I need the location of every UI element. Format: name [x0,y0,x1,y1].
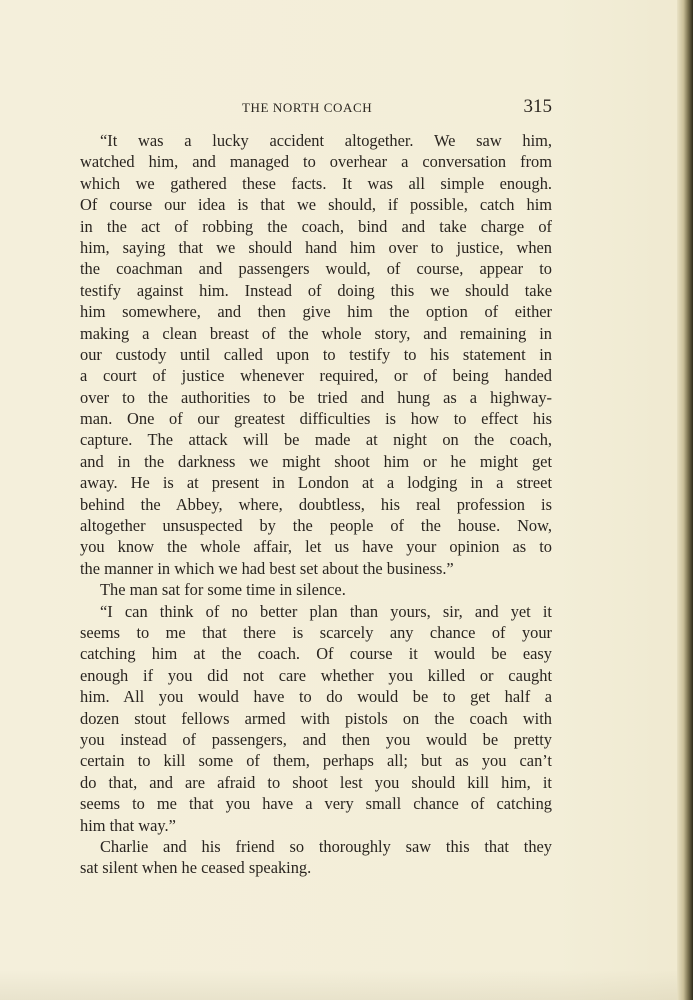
text-line: and in the darkness we might shoot him or he might get [80,451,552,471]
text-line: The man sat for some time in silence. [100,580,346,600]
running-head: THE NORTH COACH [242,100,373,115]
text-line: you know the whole affair, let us have your opinion as to [80,537,552,557]
text-line: in the act of robbing the coach, bind and take charge of [80,216,552,236]
text-line: watched him, and managed to overhear a conversation from [80,152,552,172]
page-bottom-shadow [0,970,693,1000]
text-line: capture. The attack will be made at night on the coach, [80,430,552,450]
text-line: sat silent when he ceased speaking. [80,858,312,878]
text-line: over to the authorities to be tried and hung as a highway- [80,387,552,407]
page-header [80,98,552,120]
text-line: behind the Abbey, where, doubtless, his real profession is [80,494,552,514]
text-line: you instead of passengers, and then you would be pretty [80,729,552,749]
text-line: which we gathered these facts. It was all simple enough. [80,173,552,193]
text-line: certain to kill some of them, perhaps all; but as you can’t [80,751,552,771]
text-line: the coachman and passengers would, of course, appear to [80,259,552,279]
book-gutter-edge [677,0,693,1000]
page-number: 315 [523,96,552,117]
text-line: him, saying that we should hand him over to justice, when [80,237,552,257]
text-line: our custody until called upon to testify to his statement in [80,344,552,364]
text-line: a court of justice whenever required, or of being handed [80,366,552,386]
text-line: Of course our idea is that we should, if possible, catch him [80,195,552,215]
text-line: seems to me that there is scarcely any chance of your [80,622,552,642]
text-line: him. All you would have to do would be to get half a [80,687,552,707]
text-line: Charlie and his friend so thoroughly saw this that they [100,836,552,856]
text-line: enough if you did not care whether you killed or caught [80,665,552,685]
text-line: seems to me that you have a very small chance of catching [80,794,552,814]
text-line: “I can think of no better plan than yours, sir, and yet it [100,601,552,621]
text-line: him that way.” [80,815,176,835]
text-line: testify against him. Instead of doing this we should take [80,280,552,300]
text-line: him somewhere, and then give him the option of either [80,302,552,322]
text-line: making a clean breast of the whole story, and remaining in [80,323,552,343]
text-line: away. He is at present in London at a lodging in a street [80,473,552,493]
text-line: man. One of our greatest difficulties is how to effect his [80,409,552,429]
text-line: dozen stout fellows armed with pistols on the coach with [80,708,552,728]
text-line: the manner in which we had best set about the business.” [80,558,454,578]
body-text [80,130,552,879]
text-line: “It was a lucky accident altogether. We saw him, [100,131,552,150]
text-line: do that, and are afraid to shoot lest you should kill him, it [80,772,552,792]
text-line: catching him at the coach. Of course it would be easy [80,644,552,664]
text-line: altogether unsuspected by the people of the house. Now, [80,516,552,536]
